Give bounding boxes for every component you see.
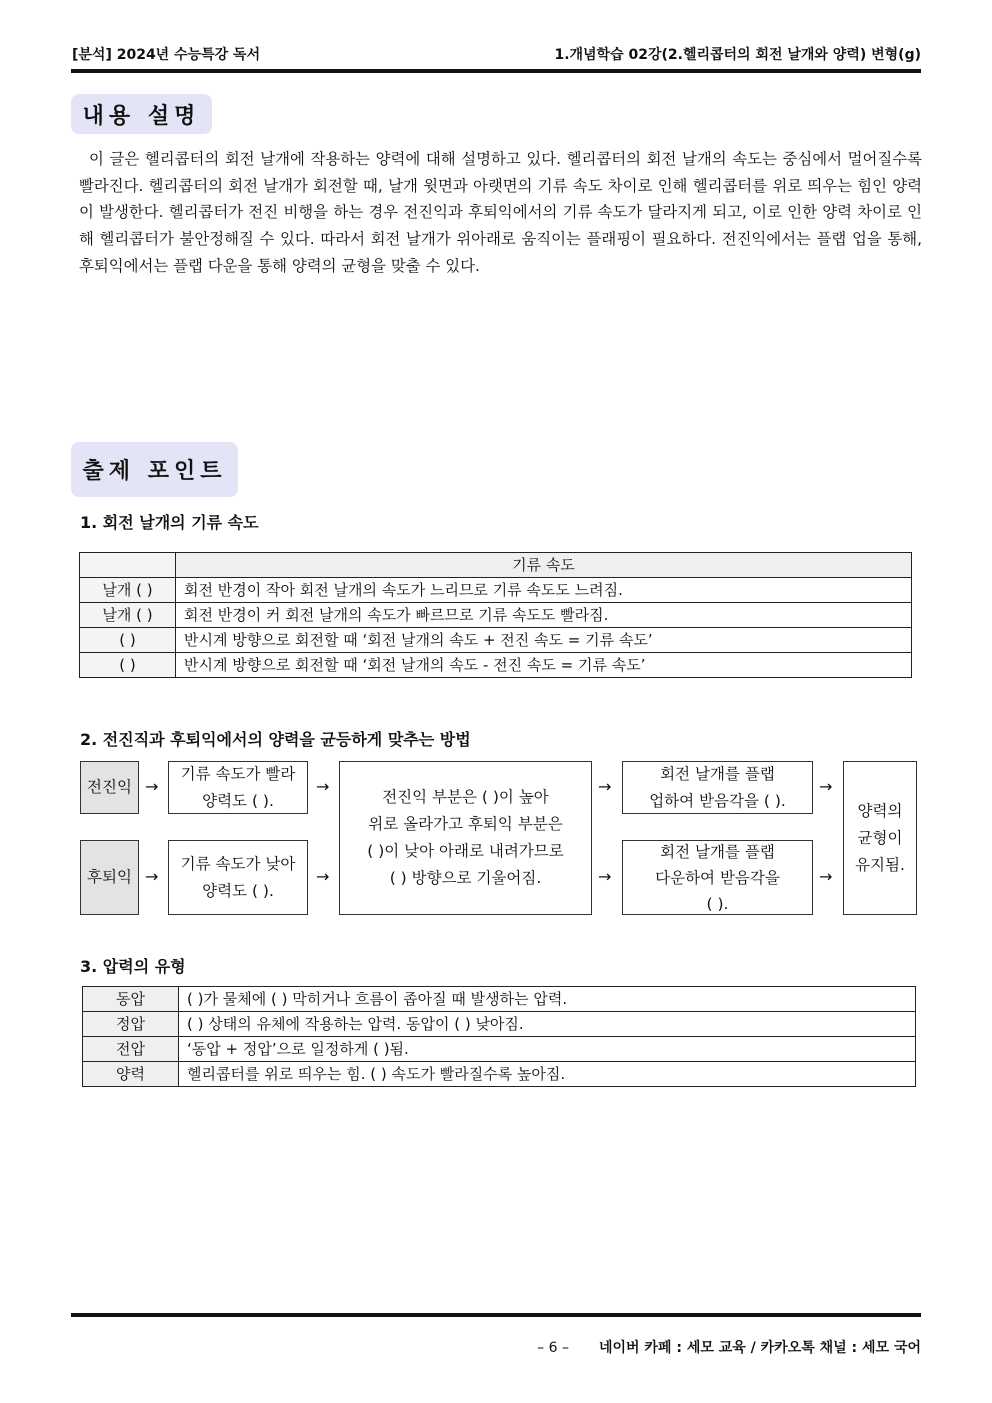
table-row: [80, 578, 912, 603]
row-text: ‘동압 + 정압’으로 일정하게 ( )됨.: [179, 1037, 916, 1062]
footer: [537, 1337, 921, 1357]
column-header: 기류 속도: [176, 553, 912, 578]
arrow-icon: →: [598, 867, 612, 886]
row-label: ( ): [80, 628, 176, 653]
page-number: – 6 –: [537, 1340, 569, 1356]
section-title-content: 내용 설명: [71, 94, 212, 134]
arrow-icon: →: [819, 867, 833, 886]
row-label: ( ): [80, 653, 176, 678]
advancing-speed-box: 기류 속도가 빨라 양력도 ( ).: [168, 761, 308, 814]
table-row: [83, 1037, 916, 1062]
table-row: [83, 1012, 916, 1037]
table-row: [83, 987, 916, 1012]
table-row: [80, 653, 912, 678]
table-row: [80, 603, 912, 628]
subheading-airflow: 1. 회전 날개의 기류 속도: [80, 513, 259, 532]
advancing-blade-box: 전진익: [80, 761, 139, 814]
balance-result-box: 양력의 균형이 유지됨.: [843, 761, 917, 915]
header-rule: [71, 69, 921, 73]
section-title-points: 출제 포인트: [71, 442, 238, 497]
row-label: 양력: [83, 1062, 179, 1087]
table-row: [83, 1062, 916, 1087]
flap-up-box: 회전 날개를 플랩 업하여 받음각을 ( ).: [622, 761, 813, 814]
row-text: ( )가 물체에 ( ) 막히거나 흐름이 좁아질 때 발생하는 압력.: [179, 987, 916, 1012]
row-text: 반시계 방향으로 회전할 때 ‘회전 날개의 속도 - 전진 속도 = 기류 속도’: [176, 653, 912, 678]
retreating-blade-box: 후퇴익: [80, 840, 139, 915]
row-label: 정압: [83, 1012, 179, 1037]
table-corner-cell: [80, 553, 176, 578]
row-label: 전압: [83, 1037, 179, 1062]
arrow-icon: →: [145, 867, 159, 886]
retreating-speed-box: 기류 속도가 낮아 양력도 ( ).: [168, 840, 308, 915]
row-text: 헬리콥터를 위로 띄우는 힘. ( ) 속도가 빨라질수록 높아짐.: [179, 1062, 916, 1087]
arrow-icon: →: [316, 777, 330, 796]
arrow-icon: →: [598, 777, 612, 796]
arrow-icon: →: [145, 777, 159, 796]
row-text: 회전 반경이 커 회전 날개의 속도가 빠르므로 기류 속도도 빨라짐.: [176, 603, 912, 628]
arrow-icon: →: [819, 777, 833, 796]
row-label: 동압: [83, 987, 179, 1012]
subheading-pressure-types: 3. 압력의 유형: [80, 957, 186, 976]
flap-down-box: 회전 날개를 플랩 다운하여 받음각을 ( ).: [622, 840, 813, 915]
arrow-icon: →: [316, 867, 330, 886]
footer-rule: [71, 1313, 921, 1317]
tilt-explanation-box: 전진익 부분은 ( )이 높아 위로 올라가고 후퇴익 부분은 ( )이 낮아 아래로 내려가므로 ( ) 방향으로 기울어짐.: [339, 761, 592, 915]
header-left: [분석] 2024년 수능특강 독서: [72, 47, 261, 63]
pressure-table: [82, 986, 916, 1087]
footer-credit: 네이버 카페 : 세모 교육 / 카카오톡 채널 : 세모 국어: [598, 1340, 921, 1356]
header-right: 1.개념학습 02강(2.헬리콥터의 회전 날개와 양력) 변형(g): [554, 47, 921, 63]
airflow-table: [79, 552, 912, 678]
row-text: 반시계 방향으로 회전할 때 ‘회전 날개의 속도 + 전진 속도 = 기류 속도’: [176, 628, 912, 653]
table-row: [80, 628, 912, 653]
table-header-row: [80, 553, 912, 578]
content-paragraph: 이 글은 헬리콥터의 회전 날개에 작용하는 양력에 대해 설명하고 있다. 헬리콥터의 회전 날개의 속도는 중심에서 멀어질수록 빨라진다. 헬리콥터의 회전 날개가 회전할 때, 날개 윗면과 아랫면의 기류 속도 차이로 인해 헬리콥터를 위로 띄우는 힘인 양력이 발생한다. 헬리콥터가 전진 비행을 하는 경우 전진익과 후퇴익에서의 기류 속도가 달라지게 되고, 이로 인한 양력 차이로 인해 헬리콥터가 불안정해질 수 있다. 따라서 회전 날개가 위아래로 움직이는 플래핑이 필요하다. 전진익에서는 플랩 업을 통해, 후퇴익에서는 플랩 다운을 통해 양력의 균형을 맞출 수 있다.: [79, 150, 922, 275]
row-label: 날개 ( ): [80, 578, 176, 603]
subheading-balance-method: 2. 전진직과 후퇴익에서의 양력을 균등하게 맞추는 방법: [80, 730, 471, 749]
row-label: 날개 ( ): [80, 603, 176, 628]
row-text: 회전 반경이 작아 회전 날개의 속도가 느리므로 기류 속도도 느려짐.: [176, 578, 912, 603]
row-text: ( ) 상태의 유체에 작용하는 압력. 동압이 ( ) 낮아짐.: [179, 1012, 916, 1037]
